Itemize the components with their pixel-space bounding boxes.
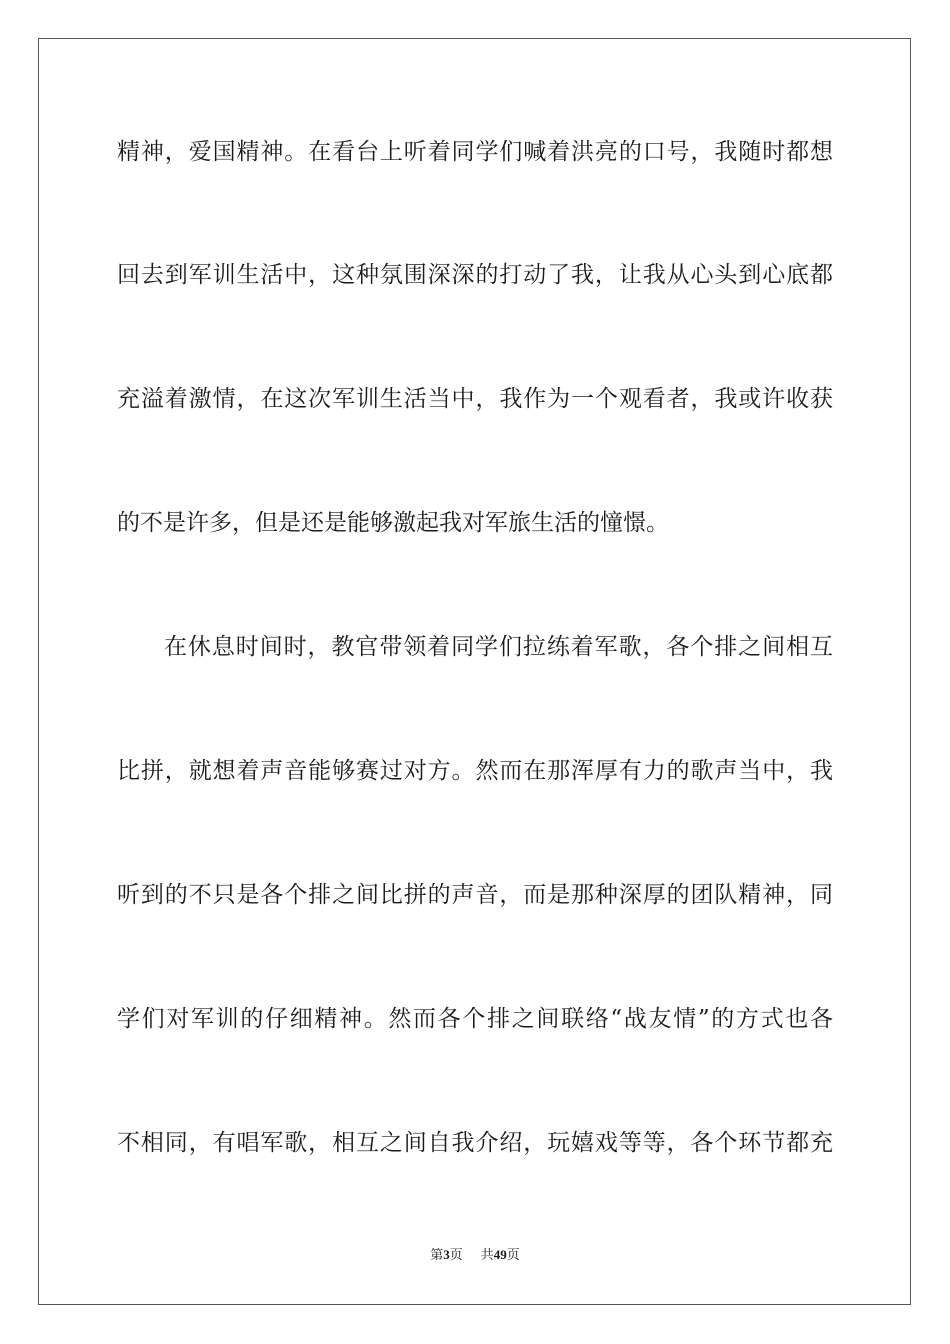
paragraph-line-2: 回去到军训生活中，这种氛围深深的打动了我，让我从心头到心底都 (117, 262, 833, 288)
paragraph-line-6: 比拼，就想着声音能够赛过对方。然而在那浑厚有力的歌声当中，我 (117, 758, 833, 784)
paragraph-line-1: 精神，爱国精神。在看台上听着同学们喊着洪亮的口号，我随时都想 (117, 139, 833, 165)
page-footer (0, 1246, 950, 1264)
page-suffix: 页 (449, 1247, 463, 1262)
total-suffix: 页 (506, 1247, 520, 1262)
page-prefix: 第 (430, 1247, 444, 1262)
paragraph-line-5: 在休息时间时，教官带领着同学们拉练着军歌，各个排之间相互 (164, 634, 833, 660)
paragraph-line-4: 的不是许多，但是还是能够激起我对军旅生活的憧憬。 (117, 510, 669, 536)
total-pages: 49 (493, 1247, 507, 1262)
page-border (38, 38, 911, 1305)
paragraph-line-3: 充溢着激情，在这次军训生活当中，我作为一个观看者，我或许收获 (117, 386, 833, 412)
total-prefix: 共 (480, 1247, 494, 1262)
page-number: 3 (443, 1247, 450, 1262)
paragraph-line-9: 不相同，有唱军歌，相互之间自我介绍，玩嬉戏等等，各个环节都充 (117, 1130, 833, 1156)
paragraph-line-7: 听到的不只是各个排之间比拼的声音，而是那种深厚的团队精神，同 (117, 882, 833, 908)
paragraph-line-8: 学们对军训的仔细精神。然而各个排之间联络“战友情”的方式也各 (117, 1006, 833, 1032)
